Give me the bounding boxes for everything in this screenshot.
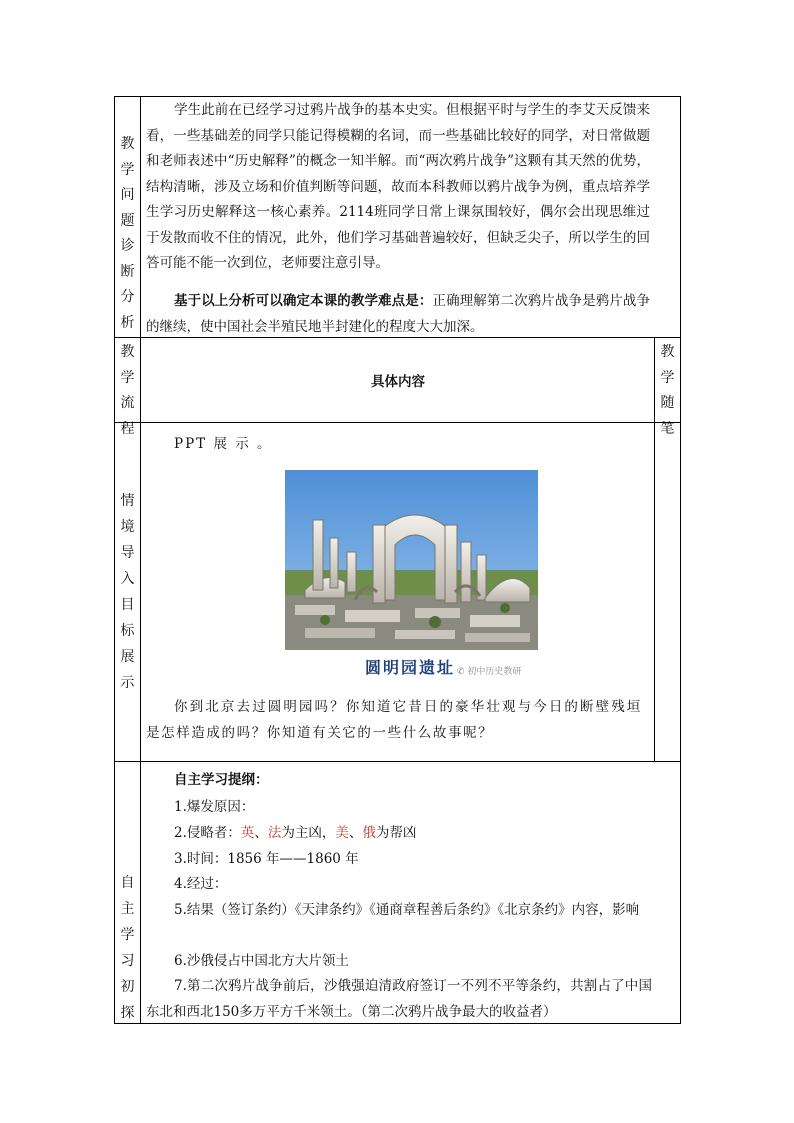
selfstudy-label: 自 主 学 习 初 探 [120,875,135,1021]
notes-header-label: 教 学 随 笔 [660,344,675,437]
outline-item-7: 7.第二次鸦片战争前后，沙俄强迫清政府签订一不列不平等条约，共割占了中国东北和西北150多万平方千米领土。（第二次鸦片战争最大的收益者） [146,978,652,1020]
ppt-line: PPT 展 示 。 [174,436,273,452]
wechat-icon: ✆ [457,667,468,677]
process-header-label: 教 学 流 程 [120,344,135,437]
outline-item-1: 1.爆发原因： [174,799,255,815]
col-border-right [680,96,681,1024]
diagnosis-paragraph-2 [146,289,650,340]
image-caption: 圆明园遗址 [365,658,456,677]
outline-item-2: 2.侵略者：英、法为主凶，美、俄为帮凶 [174,825,417,841]
intro-question: 你到北京去过圆明园吗？你知道它昔日的豪华壮观与今日的断壁残垣是怎样造成的吗？你知道有关它的一些什么故事呢？ [146,699,642,741]
outline-item-4: 4.经过： [174,876,228,892]
diagnosis-label: 教 学 问 题 诊 断 分 析 [120,136,135,331]
outline-item-5: 5.结果（签订条约）《天津条约》《通商章程善后条约》《北京条约》内容，影响 [174,902,640,918]
diagnosis-paragraph-1: 学生此前在已经学习过鸦片战争的基本史实。但根据平时与学生的李艾天反馈来看，一些基础差的同学只能记得模糊的名词，而一些基础比较好的同学，对日常做题和老师表述中“历史解释”的概念一知半解。而“两次鸦片战争”这颗有其天然的优势，结构清晰，涉及立场和价值判断等问题，故而本科教师以鸦片战争为例，重点培养学生学习历史解释这一核心素养。2114班同学日常上课氛围较好，偶尔会出现思维过于发散而收不住的情况，此外，他们学习基础普遍较好，但缺乏尖子，所以学生的回答可能不能一次到位，老师要注意引导。 [146,102,650,271]
row-border-top [114,96,681,97]
difficulty-text: 正确理解第二次鸦片战争是鸦片战争的继续，使中国社会半殖民地半封建化的程度大大加深。 [146,293,651,335]
outline-title: 自主学习提纲： [174,772,269,788]
row-border-2 [114,422,681,423]
watermark: ✆ 初中历史教研 [457,667,522,677]
intro-label: 情 境 导 入 目 标 展 示 [120,493,135,691]
outline-item-3: 3.时间：1856 年——1860 年 [174,851,359,867]
yuanmingyuan-photo [285,470,538,684]
ruins-illustration [285,470,538,684]
row-border-3 [114,761,681,762]
content-header: 具体内容 [371,374,425,390]
outline-item-6: 6.沙俄侵占中国北方大片领土 [174,953,349,969]
difficulty-lead: 基于以上分析可以确定本课的教学难点是： [174,293,433,309]
